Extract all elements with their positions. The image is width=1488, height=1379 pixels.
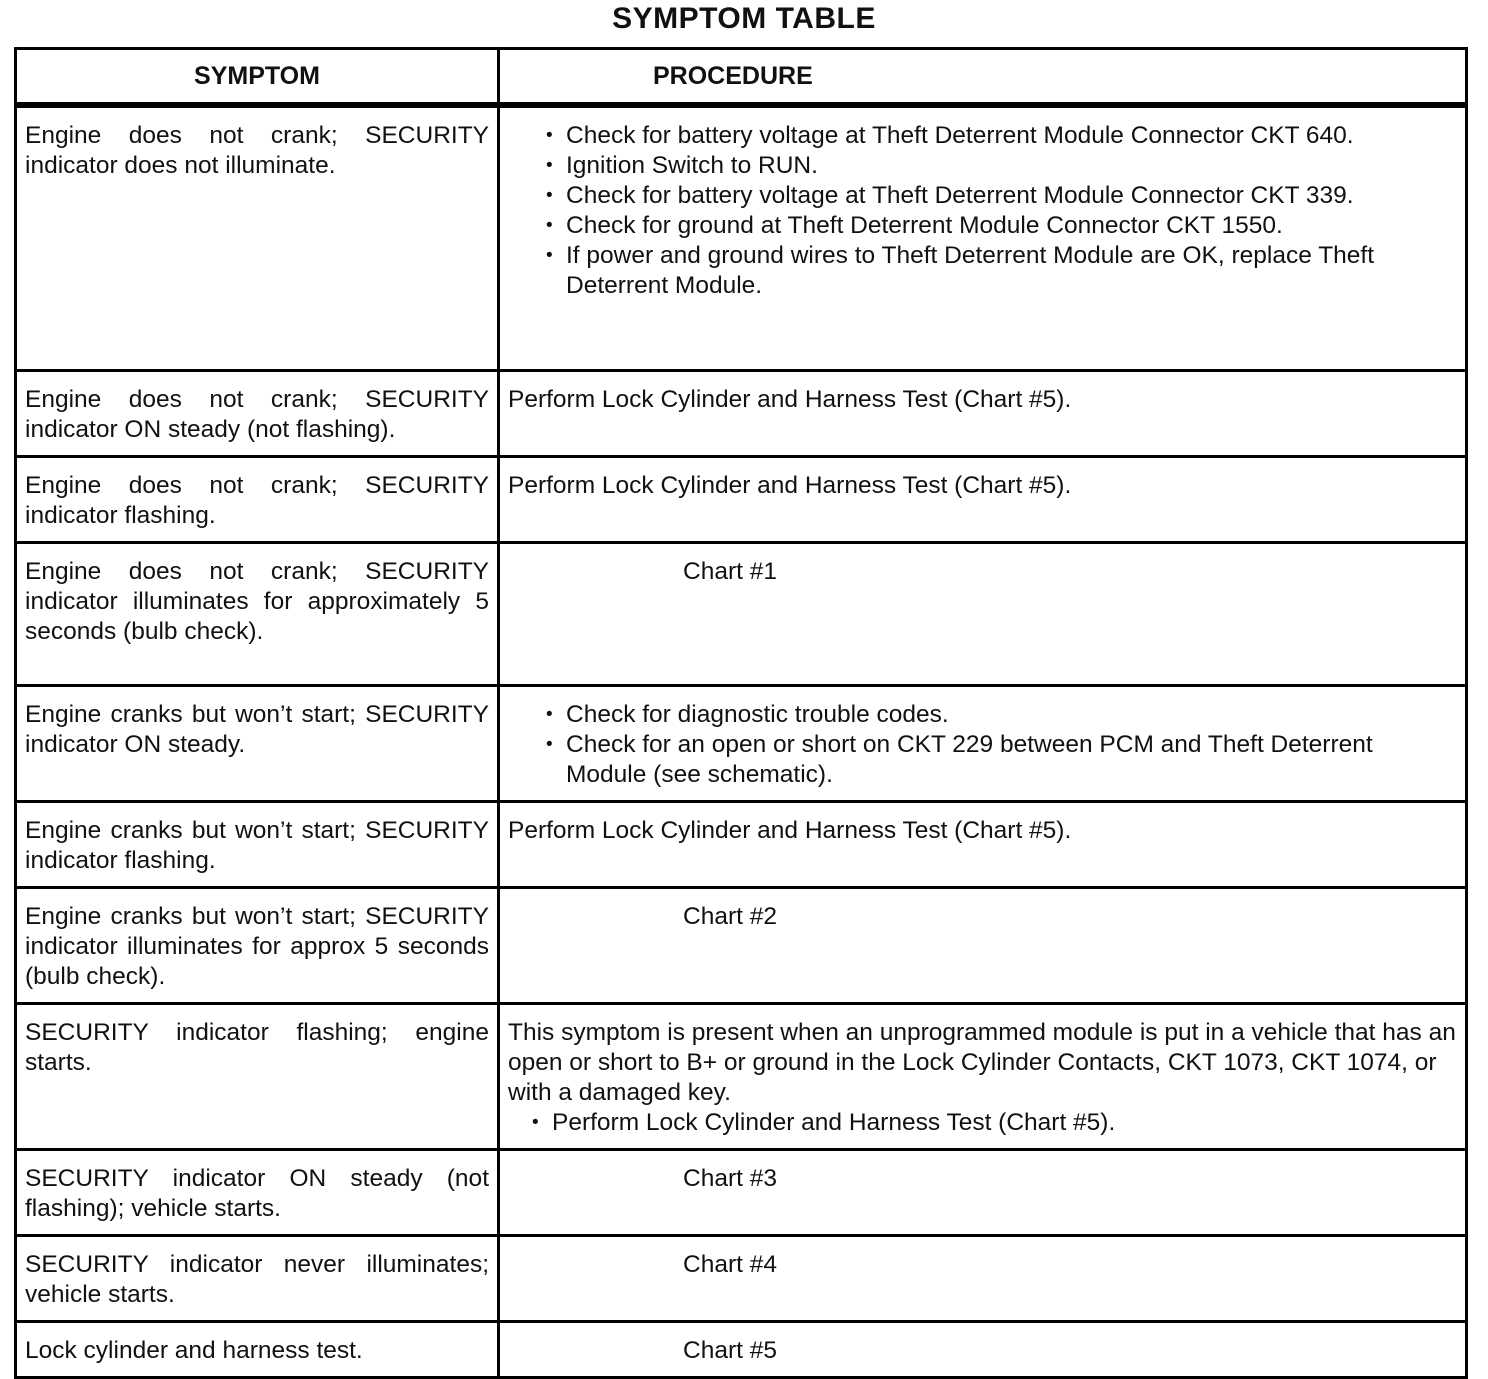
symptom-cell: Engine cranks but won’t start; SECURITY indicator flashing. [16, 801, 499, 887]
table-row [16, 105, 1467, 370]
symptom-cell: Lock cylinder and harness test. [16, 1321, 499, 1377]
chart-reference: Chart #3 [683, 1164, 777, 1192]
list-item: • Perform Lock Cylinder and Harness Test (Chart #5). [532, 1108, 1457, 1138]
chart-reference: Chart #5 [683, 1336, 777, 1364]
procedure-cell [499, 105, 1467, 370]
table-row [16, 456, 1467, 542]
procedure-cell: Perform Lock Cylinder and Harness Test (Chart #5). [499, 370, 1467, 456]
table-row [16, 1003, 1467, 1149]
list-item: • Check for battery voltage at Theft Deterrent Module Connector CKT 640. [546, 121, 1457, 151]
symptom-cell: Engine cranks but won’t start; SECURITY indicator illuminates for approx 5 seconds (bulb check). [16, 887, 499, 1003]
header-row [16, 49, 1467, 106]
list-item: • Check for battery voltage at Theft Deterrent Module Connector CKT 339. [546, 181, 1457, 211]
symptom-cell: SECURITY indicator flashing; engine starts. [16, 1003, 499, 1149]
symptom-column-header: SYMPTOM [16, 49, 499, 106]
procedure-cell [499, 887, 1467, 1003]
symptom-cell: Engine cranks but won’t start; SECURITY indicator ON steady. [16, 685, 499, 801]
chart-reference: Chart #4 [683, 1250, 777, 1278]
symptom-table [14, 47, 1468, 1379]
procedure-list [508, 121, 1457, 301]
table-row [16, 542, 1467, 685]
procedure-cell [499, 1149, 1467, 1235]
table-row [16, 370, 1467, 456]
symptom-cell: SECURITY indicator ON steady (not flashing); vehicle starts. [16, 1149, 499, 1235]
page-title: SYMPTOM TABLE [612, 2, 876, 35]
symptom-cell: Engine does not crank; SECURITY indicator ON steady (not flashing). [16, 370, 499, 456]
procedure-cell [499, 1235, 1467, 1321]
symptom-cell: Engine does not crank; SECURITY indicator illuminates for approximately 5 seconds (bulb check). [16, 542, 499, 685]
table-row [16, 1321, 1467, 1377]
list-item: • Check for an open or short on CKT 229 between PCM and Theft Deterrent Module (see schematic). [546, 730, 1457, 790]
procedure-list [508, 1108, 1457, 1138]
chart-reference: Chart #2 [683, 902, 777, 930]
symptom-cell: SECURITY indicator never illuminates; vehicle starts. [16, 1235, 499, 1321]
table-row [16, 887, 1467, 1003]
list-item: • Check for diagnostic trouble codes. [546, 700, 1457, 730]
procedure-cell [499, 542, 1467, 685]
list-item: • Check for ground at Theft Deterrent Module Connector CKT 1550. [546, 211, 1457, 241]
procedure-list [508, 700, 1457, 790]
procedure-cell: Perform Lock Cylinder and Harness Test (Chart #5). [499, 456, 1467, 542]
list-item: • Ignition Switch to RUN. [546, 151, 1457, 181]
symptom-cell: Engine does not crank; SECURITY indicator does not illuminate. [16, 105, 499, 370]
table-row [16, 685, 1467, 801]
table-row [16, 1149, 1467, 1235]
table-row [16, 801, 1467, 887]
procedure-text: This symptom is present when an unprogrammed module is put in a vehicle that has an open or short to B+ or ground in the Lock Cylinder Contacts, CKT 1073, CKT 1074, or with a damaged key. [508, 1018, 1456, 1106]
procedure-cell [499, 1321, 1467, 1377]
list-item: • If power and ground wires to Theft Deterrent Module are OK, replace Theft Deterrent Module. [546, 241, 1457, 301]
procedure-cell [499, 685, 1467, 801]
chart-reference: Chart #1 [683, 557, 777, 585]
procedure-column-header: PROCEDURE [499, 49, 1467, 106]
table-row [16, 1235, 1467, 1321]
procedure-cell [499, 1003, 1467, 1149]
symptom-cell: Engine does not crank; SECURITY indicator flashing. [16, 456, 499, 542]
procedure-cell: Perform Lock Cylinder and Harness Test (Chart #5). [499, 801, 1467, 887]
